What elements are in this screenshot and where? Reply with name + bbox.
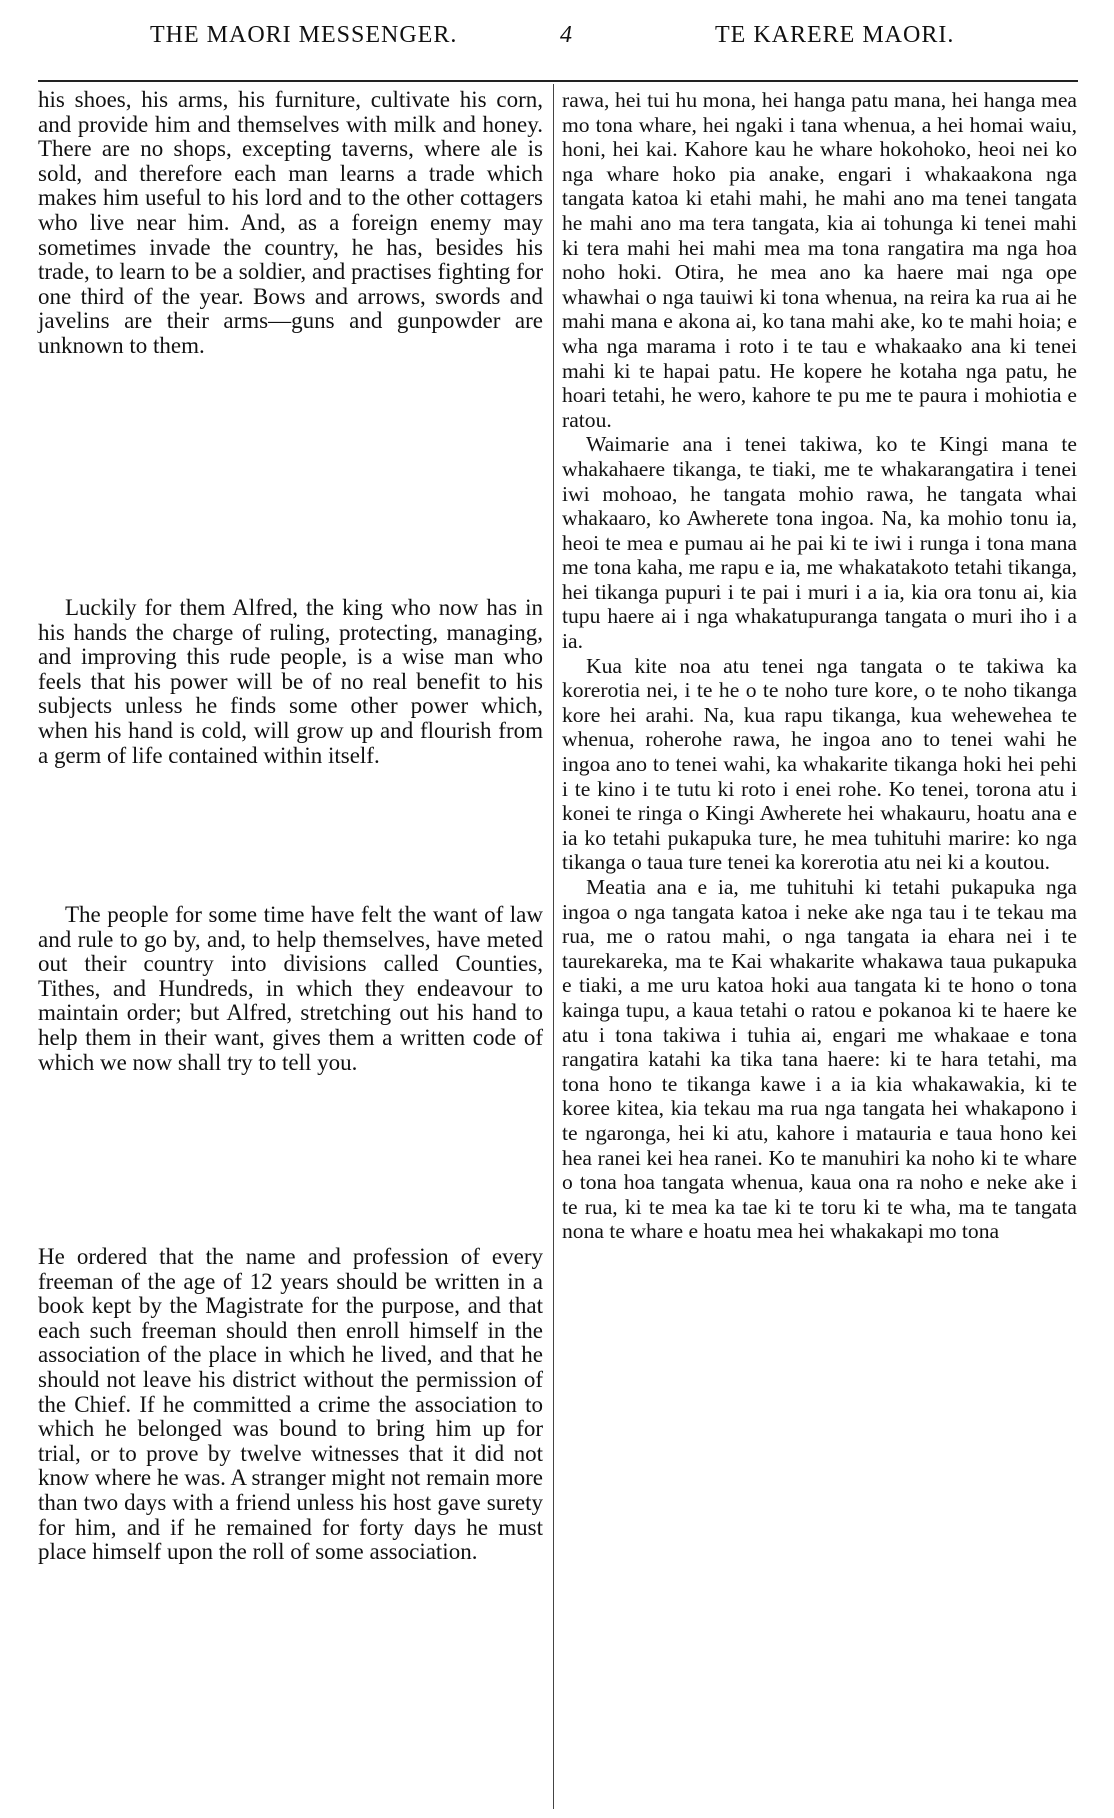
maori-paragraph: rawa, hei tui hu mona, hei hanga patu mana, hei hanga mea mo tona whare, hei ngaki i tana whenua, a hei homai waiu, honi, hei kai. Kahore kau he whare hokohoko, heoi nei ko nga whare hoko pia anake, engari i whakaakona nga tangata katoa ki etahi mahi, he mahi ano ma tenei tangata he mahi ano ma tera tangata, kia ai tohunga ki tenei mahi ki tera mahi hei mahi mea ma tona rangatira ma nga hoa noho hoki. Otira, he mea ano ka haere mai nga ope whawhai o nga tauiwi ki tona whenua, na reira ka rua ai he mahi mana e akona ai, ko tana mahi ake, ko te mahi hoia; e wha nga marama i roto i te tau e whakaako ana ki tenei mahi ki te hapai patu. He kopere he kotaha nga patu, he hoari tetahi, he wero, kahore te pu me te paura i mohiotia e ratou. bbox=[562, 88, 1077, 432]
maori-paragraph: Waimarie ana i tenei takiwa, ko te Kingi mana te whakahaere tikanga, te tiaki, me te whakarangatira i tenei iwi mohoao, he tangata mohio rawa, he tangata whai whakaaro, ko Awherete tona ingoa. Na, ka mohio tonu ia, heoi te mea e pumau ai he pai ki te iwi i runga i tona mana me tona kaha, me rapu e ia, me whakatakoto tetahi tikanga, hei tikanga pupuri i te pai i muri i a ia, kia ora tonu ai, kia tupu haere ai i nga whakatupuranga tangata o muri iho i a ia. bbox=[562, 432, 1077, 654]
column-divider bbox=[553, 84, 554, 1809]
maori-column bbox=[562, 88, 1077, 1244]
english-paragraph: his shoes, his arms, his furniture, cultivate his corn, and provide him and themselves with milk and honey. There are no shops, excepting taverns, where ale is sold, and therefore each man learns a trade which makes him useful to his lord and to the other cottagers who live near him. And, as a foreign enemy may sometimes invade the country, he has, besides his trade, to learn to be a soldier, and practises fighting for one third of the year. Bows and arrows, swords and javelins are their arms—guns and gunpowder are unknown to them. bbox=[38, 87, 543, 358]
maori-paragraph: Kua kite noa atu tenei nga tangata o te takiwa ka korerotia nei, i te he o te noho ture kore, o te noho tikanga kore hei arahi. Na, kua rapu tikanga, kua wehewehea te whenua, roherohe rawa, he ingoa ano to tenei wahi he ingoa ano to tenei wahi, ka whakarite tikanga hoki hei pehi i te kino i te tutu ki roto i enei rohe. Ko tenei, torona atu i konei te ringa o Kingi Awherete hei whakauru, hoatu ana e ia ko tetahi pukapuka ture, he mea tuhituhi marire: ko nga tikanga o taua ture tenei ka korerotia atu nei ki a koutou. bbox=[562, 653, 1077, 875]
page-header bbox=[0, 0, 1114, 70]
header-english-title: THE MAORI MESSENGER. bbox=[150, 22, 458, 48]
maori-paragraph: Meatia ana e ia, me tuhituhi ki tetahi pukapuka nga ingoa o nga tangata katoa i neke ake nga tau i te tekau ma rua, me o ratou mahi, o nga tangata ia ehara nei i te taurekareka, ma te Kai whakarite whakawa taua pukapuka e tiaki, a me uru katoa hoki aua tangata ki te hono o tona kainga tupu, a kaua tetahi o ratou e pokanoa ki te haere ke atu i tona takiwa i tuhia ai, engari me whakaae e tona rangatira katahi ka tika tana haere: ki te hara tetahi, ma tona hono te tikanga kawe i a ia kia whakawakia, ki te koree kitea, kia tekau ma rua nga tangata hei whakapono i te ngaronga, hei ki atu, kahore i matauria e taua hono kei hea ranei kei hea ranei. Ko te manuhiri ka noho ki te whare o tona hoa tangata whenua, kaua ona ra noho e neke ake i te rua, ki te mea ka tae ki te toru ki te wha, ma te tangata nona te whare e hoatu mea hei whakakapi mo tona bbox=[562, 875, 1077, 1244]
header-rule bbox=[38, 80, 1078, 82]
header-maori-title: TE KARERE MAORI. bbox=[715, 22, 955, 48]
page-number: 4 bbox=[560, 22, 573, 48]
english-paragraph: Luckily for them Alfred, the king who now has in his hands the charge of ruling, protecting, managing, and improving this rude people, is a wise man who feels that his power will be of no real benefit to his subjects unless he finds some other power which, when his hand is cold, will grow up and flourish from a germ of life contained within itself. bbox=[38, 595, 543, 768]
english-paragraph: He ordered that the name and profession of every freeman of the age of 12 years should be written in a book kept by the Magistrate for the purpose, and that each such freeman should then enroll himself in the association of the place in which he lived, and that he should not leave his district without the permission of the Chief. If he committed a crime the association to which he belonged was bound to bring him up for trial, or to prove by twelve witnesses that it did not know where he was. A stranger might not remain more than two days with a friend unless his host gave surety for him, and if he remained for forty days he must place himself upon the roll of some association. bbox=[38, 1244, 543, 1565]
english-paragraph: The people for some time have felt the want of law and rule to go by, and, to help themselves, have meted out their country into divisions called Counties, Tithes, and Hundreds, in which they endeavour to maintain order; but Alfred, stretching out his hand to help them in their want, gives them a written code of which we now shall try to tell you. bbox=[38, 902, 543, 1075]
